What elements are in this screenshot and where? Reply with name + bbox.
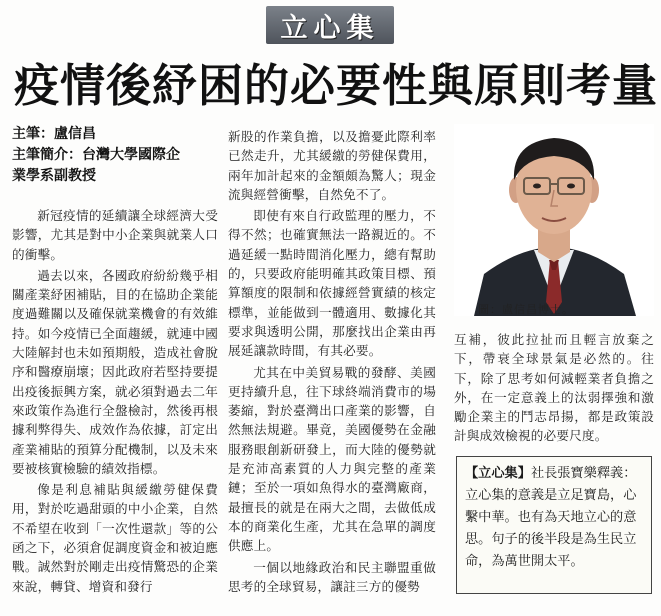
paragraph: 新冠疫情的延續讓全球經濟大受影響，尤其是對中小企業與就業人口的衝擊。 [12,208,218,262]
photo-caption: 圖：盧信昌博士。 [478,303,574,316]
motto-tag: 【立心集】 [465,466,531,481]
author-name: 主筆：盧信昌 [12,126,96,142]
paragraph: 新股的作業負擔，以及擔憂此際利率已然走升，尤其緩繳的勞健保費用，兩年加計起來的金額頗為驚人；現金流與經營衝擊，自然免不了。 [228,129,436,202]
paragraph: 即使有來自行政監理的壓力，不得不然；也確實無法一路親近的。不過延緩一點時間消化壓力，總有幫助的，只要政府能明確其政策目標、預算額度的限制和依據經營實績的核定標準，並能做到一體適用、數據化其要求與透明公開，那麼找出企業由再展延讓款時間，有其必要。 [228,208,436,359]
column-banner [266,6,394,44]
author-bio: 主筆簡介：台灣大學國際企 [12,147,180,163]
motto-text: 社長張寶樂釋義：立心集的意義是立足寶島，心繫中華。也有為天地立心的意思。句子的後半段是為生民立命，為萬世開太平。 [465,466,637,569]
paragraph: 尤其在中美貿易戰的發酵、美國更持續升息，往下球終端消費市的場萎縮，對於臺灣出口產業的影響，自然無法規避。畢竟，美國優勢在金融服務眼創新研發上，而大陸的優勢就是充沛高素質的人力與完整的產業鏈；至於一項如魚得水的臺灣廠商，最擅長的就是在兩大之間，去做低成本的商業化生產，尤其在急單的調度供應上。 [228,364,436,554]
paragraph: 像是利息補貼與緩繳勞健保費用，對於吃過甜頭的中小企業，自然不希望在收到「一次性還款」等的公函之下，必須倉促調度資金和被迫應戰。誠然對於剛走出疫情驚恐的企業來說，轉貸、增資和發行 [12,482,218,594]
column-name: 立心集 [280,12,380,44]
paragraph: 一個以地緣政治和民主聯盟重做思考的全球貿易，讓註三方的優勢 [228,559,436,594]
portrait-illustration [454,124,654,316]
headline: 疫情後紓困的必要性與原則考量 [14,59,659,112]
article-column-3 [454,330,654,460]
paragraph: 過去以來，各國政府紛紛幾乎相關產業紓困補貼，目的在協助企業能度過難關以及確保就業機會的有效維持。如今疫情已全面趨緩，就連中國大陸解封也未如預期般，造成社會脫序和醫療崩壞；因此政府若堅持要提出疫後振興方案，就必須對過去二年來政策作為進行全盤檢討，然後再根據利弊得失、成效作為依據，訂定出產業補貼的預算分配機制，以及未來要被核實檢驗的績效指標。 [12,267,218,476]
author-block [12,124,220,187]
author-bio-continued: 業學系副教授 [12,168,96,184]
author-portrait [454,124,654,316]
article-column-2 [228,127,436,612]
paragraph: 互補，彼此拉扯而且輕言放棄之下，帶衰全球景氣是必然的。往下，除了思考如何減輕業者負擔之外，在一定意義上的汰弱擇強和激勵企業主的鬥志昂揚，都是政策設計與成效檢視的必要尺度。 [454,332,654,444]
motto-box [456,456,652,594]
article-column-1 [12,206,218,610]
